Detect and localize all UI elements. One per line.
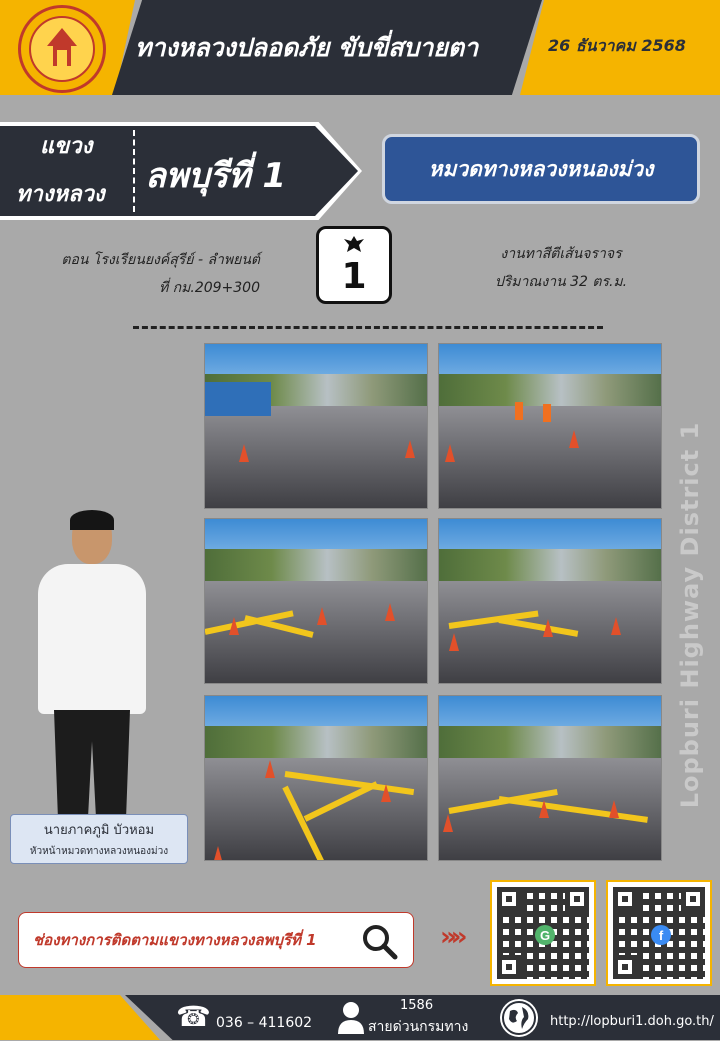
follow-channels-box: [18, 912, 414, 968]
district-label-line2: ทางหลวง: [16, 182, 105, 207]
chief-title: หัวหน้าหมวดทางหลวงหนองม่วง: [29, 846, 169, 857]
phone-icon: ☎: [176, 1000, 211, 1033]
chief-name-box: [10, 814, 188, 864]
google-maps-icon: G: [535, 925, 555, 945]
follow-channels-text: ช่องทางการติดตามแขวงทางหลวงลพบุรีที่ 1: [33, 931, 317, 949]
district-label-line1: แขวง: [40, 134, 93, 159]
separator-dashed: [133, 326, 603, 329]
work-type: งานทาสีตีเส้นจราจร: [500, 246, 622, 262]
work-photo-3: [204, 518, 428, 684]
facebook-icon: f: [651, 925, 671, 945]
garuda-icon: [343, 235, 365, 258]
route-shield: [316, 226, 392, 304]
truck-shape: [205, 382, 271, 416]
hotline-number[interactable]: 1586: [400, 998, 434, 1013]
chevron-right-icon: »»: [440, 922, 462, 952]
globe-icon: [500, 999, 538, 1037]
district-divider: [133, 130, 135, 212]
work-photo-1: [204, 343, 428, 509]
km-text: ที่ กม.209+300: [158, 280, 260, 296]
work-photo-5: [204, 695, 428, 861]
work-photo-2: [438, 343, 662, 509]
search-icon: [361, 923, 399, 961]
qr-google-maps[interactable]: [490, 880, 596, 986]
page-title: ทางหลวงปลอดภัย ขับขี่สบายตา: [135, 33, 479, 62]
work-photo-6: [438, 695, 662, 861]
district-watermark: Lopburi Highway District 1: [676, 421, 704, 809]
hotline-label: สายด่วนกรมทาง: [368, 1019, 469, 1035]
date-label: 26 ธันวาคม 2568: [548, 36, 686, 55]
work-photo-4: [438, 518, 662, 684]
section-name-box: หมวดทางหลวงหนองม่วง: [382, 134, 700, 204]
hotline-person-icon: [336, 1000, 366, 1036]
footer-phone[interactable]: 036 – 411602: [216, 1015, 313, 1031]
footer-website-link[interactable]: http://lopburi1.doh.go.th/: [550, 1014, 714, 1029]
qr-facebook[interactable]: [606, 880, 712, 986]
segment-info: [20, 246, 260, 302]
work-quantity: ปริมาณงาน 32 ตร.ม.: [494, 274, 628, 290]
segment-text: ตอน โรงเรียนยงค์สุรีย์ - ลำพยนต์: [61, 252, 260, 268]
route-number: 1: [341, 255, 367, 297]
logo-emblem-icon: [29, 16, 95, 82]
department-logo: [18, 5, 106, 93]
work-info: [446, 240, 676, 296]
chief-name: นายภาคภูมิ บัวหอม: [43, 823, 155, 838]
section-chief-photo: [30, 512, 154, 814]
district-name: ลพบุรีที่ 1: [145, 156, 286, 196]
